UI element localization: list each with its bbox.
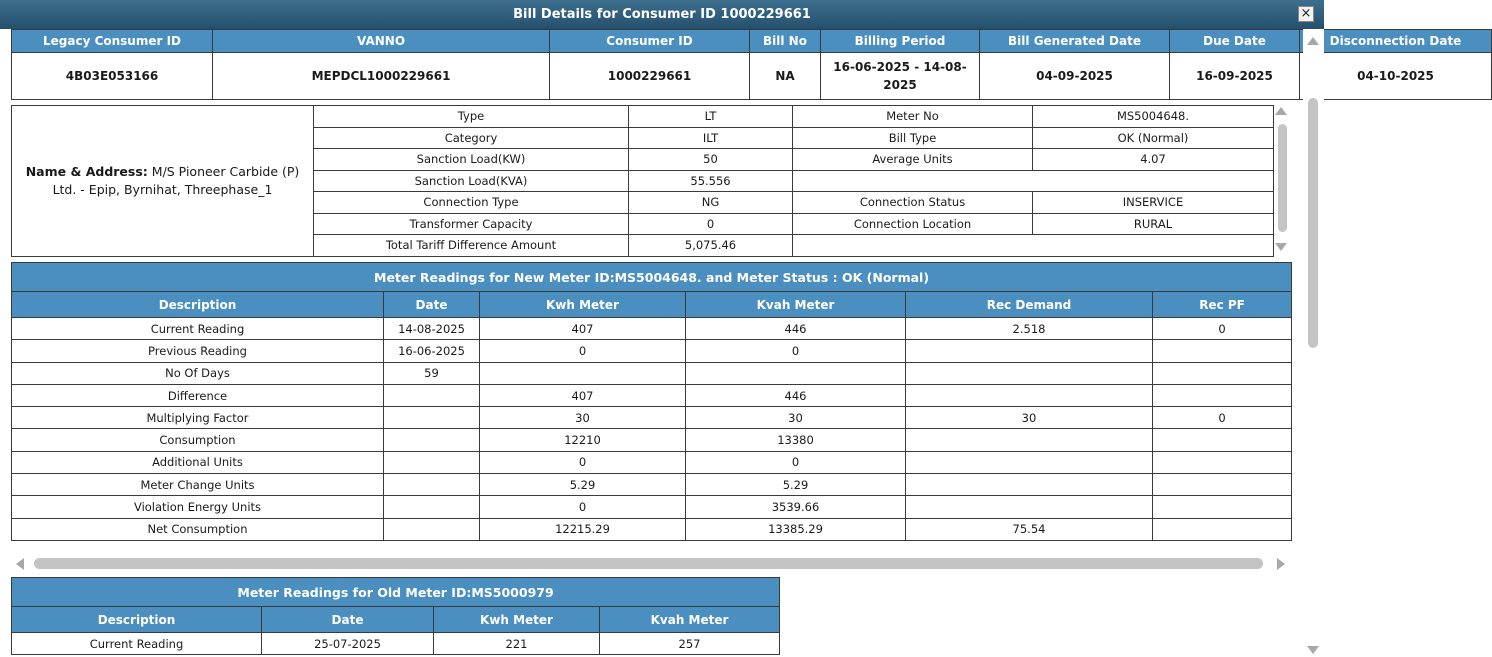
- reading-cell: 257: [600, 633, 780, 655]
- reading-cell: Multiplying Factor: [12, 407, 384, 429]
- reading-cell: [1153, 496, 1292, 518]
- reading-cell: Additional Units: [12, 451, 384, 473]
- info-label: Connection Status: [793, 192, 1033, 214]
- reading-cell: 13380: [686, 429, 906, 451]
- reading-cell: [384, 518, 480, 540]
- vanno: MEPDCL1000229661: [213, 53, 550, 100]
- reading-cell: [906, 429, 1153, 451]
- scroll-right-icon[interactable]: [1277, 558, 1285, 570]
- reading-cell: 0: [686, 451, 906, 473]
- info-label: Bill Type: [793, 127, 1033, 149]
- reading-cell: [906, 451, 1153, 473]
- header-kwh-meter: Kwh Meter: [480, 292, 686, 318]
- name-address-value: M/S Pioneer Carbide (P) Ltd. - Epip, Byrnihat, Threephase_1: [52, 163, 300, 197]
- reading-cell: 3539.66: [686, 496, 906, 518]
- reading-cell: Net Consumption: [12, 518, 384, 540]
- name-address-cell: [12, 106, 314, 257]
- horizontal-scrollbar[interactable]: [34, 558, 1263, 569]
- reading-cell: 0: [480, 340, 686, 362]
- legacy-consumer-id: 4B03E053166: [12, 53, 213, 100]
- old-meter-header-row: [12, 607, 780, 633]
- header-billing-period: Billing Period: [821, 30, 980, 53]
- reading-cell: 30: [480, 407, 686, 429]
- reading-cell: [384, 451, 480, 473]
- reading-cell: Difference: [12, 384, 384, 406]
- info-label: Connection Type: [314, 192, 629, 214]
- reading-cell: 12215.29: [480, 518, 686, 540]
- reading-cell: 14-08-2025: [384, 318, 480, 340]
- consumer-id: 1000229661: [550, 53, 750, 100]
- reading-cell: [906, 340, 1153, 362]
- reading-cell: [384, 384, 480, 406]
- reading-row: [12, 340, 1292, 362]
- info-value: 55.556: [629, 170, 793, 192]
- reading-cell: [480, 362, 686, 384]
- new-meter-caption-row: [12, 263, 1292, 292]
- dialog-title: Bill Details for Consumer ID 1000229661: [513, 7, 811, 22]
- info-value: RURAL: [1033, 213, 1274, 235]
- info-label: Connection Location: [793, 213, 1033, 235]
- reading-cell: [1153, 384, 1292, 406]
- new-meter-readings-table: [11, 262, 1292, 541]
- summary-value-row: [12, 53, 1492, 100]
- dialog-title-bar: [0, 0, 1324, 29]
- reading-cell: 0: [480, 496, 686, 518]
- reading-cell: Violation Energy Units: [12, 496, 384, 518]
- info-empty: [793, 235, 1274, 257]
- reading-row: [12, 633, 780, 655]
- info-value: INSERVICE: [1033, 192, 1274, 214]
- reading-cell: 13385.29: [686, 518, 906, 540]
- bill-no: NA: [750, 53, 821, 100]
- reading-row: [12, 496, 1292, 518]
- reading-cell: 446: [686, 384, 906, 406]
- bill-generated-date: 04-09-2025: [980, 53, 1170, 100]
- reading-cell: [1153, 362, 1292, 384]
- disconnection-date: 04-10-2025: [1300, 53, 1492, 100]
- info-value: 4.07: [1033, 149, 1274, 171]
- reading-row: [12, 318, 1292, 340]
- old-meter-caption: Meter Readings for Old Meter ID:MS5000979: [12, 578, 780, 607]
- info-value: 0: [629, 213, 793, 235]
- header-consumer-id: Consumer ID: [550, 30, 750, 53]
- header-kwh-meter: Kwh Meter: [434, 607, 600, 633]
- header-vanno: VANNO: [213, 30, 550, 53]
- close-icon[interactable]: ×: [1298, 6, 1314, 22]
- header-description: Description: [12, 292, 384, 318]
- bill-summary-table: [11, 29, 1492, 100]
- header-date: Date: [262, 607, 434, 633]
- info-value: OK (Normal): [1033, 127, 1274, 149]
- reading-cell: [906, 384, 1153, 406]
- info-label: Sanction Load(KVA): [314, 170, 629, 192]
- header-due-date: Due Date: [1170, 30, 1300, 53]
- header-bill-generated-date: Bill Generated Date: [980, 30, 1170, 53]
- info-label: Total Tariff Difference Amount: [314, 235, 629, 257]
- reading-cell: [1153, 518, 1292, 540]
- reading-cell: No Of Days: [12, 362, 384, 384]
- new-meter-caption: Meter Readings for New Meter ID:MS5004648. and Meter Status : OK (Normal): [12, 263, 1292, 292]
- reading-row: [12, 407, 1292, 429]
- info-label: Average Units: [793, 149, 1033, 171]
- reading-cell: 0: [686, 340, 906, 362]
- reading-cell: Consumption: [12, 429, 384, 451]
- reading-cell: 16-06-2025: [384, 340, 480, 362]
- reading-cell: 0: [480, 451, 686, 473]
- consumer-info-table: [11, 105, 1274, 257]
- info-label: Category: [314, 127, 629, 149]
- info-label: Meter No: [793, 106, 1033, 128]
- main-scroll-down-icon[interactable]: [1307, 646, 1319, 654]
- reading-row: [12, 362, 1292, 384]
- reading-cell: 0: [1153, 407, 1292, 429]
- reading-cell: 59: [384, 362, 480, 384]
- reading-cell: 75.54: [906, 518, 1153, 540]
- info-value: ILT: [629, 127, 793, 149]
- info-label: Sanction Load(KW): [314, 149, 629, 171]
- reading-cell: [384, 407, 480, 429]
- info-scroll-down-icon[interactable]: [1275, 243, 1287, 251]
- reading-cell: 407: [480, 318, 686, 340]
- reading-row: [12, 518, 1292, 540]
- reading-cell: Meter Change Units: [12, 474, 384, 496]
- reading-cell: 0: [1153, 318, 1292, 340]
- reading-row: [12, 429, 1292, 451]
- old-meter-readings-table: [11, 577, 780, 655]
- reading-cell: [906, 496, 1153, 518]
- summary-header-row: [12, 30, 1492, 53]
- scroll-left-icon[interactable]: [16, 558, 24, 570]
- old-meter-caption-row: [12, 578, 780, 607]
- reading-cell: Current Reading: [12, 318, 384, 340]
- reading-cell: 446: [686, 318, 906, 340]
- reading-cell: 5.29: [686, 474, 906, 496]
- reading-cell: 12210: [480, 429, 686, 451]
- info-label: Transformer Capacity: [314, 213, 629, 235]
- reading-cell: [384, 496, 480, 518]
- reading-cell: 30: [906, 407, 1153, 429]
- header-rec-demand: Rec Demand: [906, 292, 1153, 318]
- info-value: 50: [629, 149, 793, 171]
- reading-cell: [384, 474, 480, 496]
- reading-row: [12, 384, 1292, 406]
- header-kvah-meter: Kvah Meter: [600, 607, 780, 633]
- reading-cell: [906, 474, 1153, 496]
- header-date: Date: [384, 292, 480, 318]
- header-disconnection-date: Disconnection Date: [1300, 30, 1492, 53]
- info-value: LT: [629, 106, 793, 128]
- main-vertical-scrollbar[interactable]: [1308, 98, 1318, 348]
- reading-cell: [686, 362, 906, 384]
- info-value: NG: [629, 192, 793, 214]
- reading-cell: 221: [434, 633, 600, 655]
- reading-cell: [906, 362, 1153, 384]
- reading-row: [12, 451, 1292, 473]
- reading-cell: 2.518: [906, 318, 1153, 340]
- reading-cell: 30: [686, 407, 906, 429]
- new-meter-header-row: [12, 292, 1292, 318]
- header-rec-pf: Rec PF: [1153, 292, 1292, 318]
- info-value: 5,075.46: [629, 235, 793, 257]
- due-date: 16-09-2025: [1170, 53, 1300, 100]
- info-empty: [793, 170, 1274, 192]
- main-scroll-up-icon[interactable]: [1307, 37, 1319, 45]
- reading-cell: [1153, 474, 1292, 496]
- reading-cell: [1153, 451, 1292, 473]
- info-value: MS5004648.: [1033, 106, 1274, 128]
- reading-cell: [384, 429, 480, 451]
- name-address-label: Name & Address:: [25, 163, 148, 179]
- header-description: Description: [12, 607, 262, 633]
- reading-cell: 5.29: [480, 474, 686, 496]
- header-bill-no: Bill No: [750, 30, 821, 53]
- reading-cell: [1153, 429, 1292, 451]
- reading-cell: 407: [480, 384, 686, 406]
- info-row: [12, 106, 1274, 128]
- reading-cell: Previous Reading: [12, 340, 384, 362]
- reading-cell: Current Reading: [12, 633, 262, 655]
- info-scroll-up-icon[interactable]: [1275, 107, 1287, 115]
- reading-row: [12, 474, 1292, 496]
- header-legacy-consumer-id: Legacy Consumer ID: [12, 30, 213, 53]
- header-kvah-meter: Kvah Meter: [686, 292, 906, 318]
- info-label: Type: [314, 106, 629, 128]
- reading-cell: [1153, 340, 1292, 362]
- info-vertical-scrollbar[interactable]: [1278, 124, 1287, 232]
- reading-cell: 25-07-2025: [262, 633, 434, 655]
- billing-period: 16-06-2025 - 14-08-2025: [821, 53, 980, 100]
